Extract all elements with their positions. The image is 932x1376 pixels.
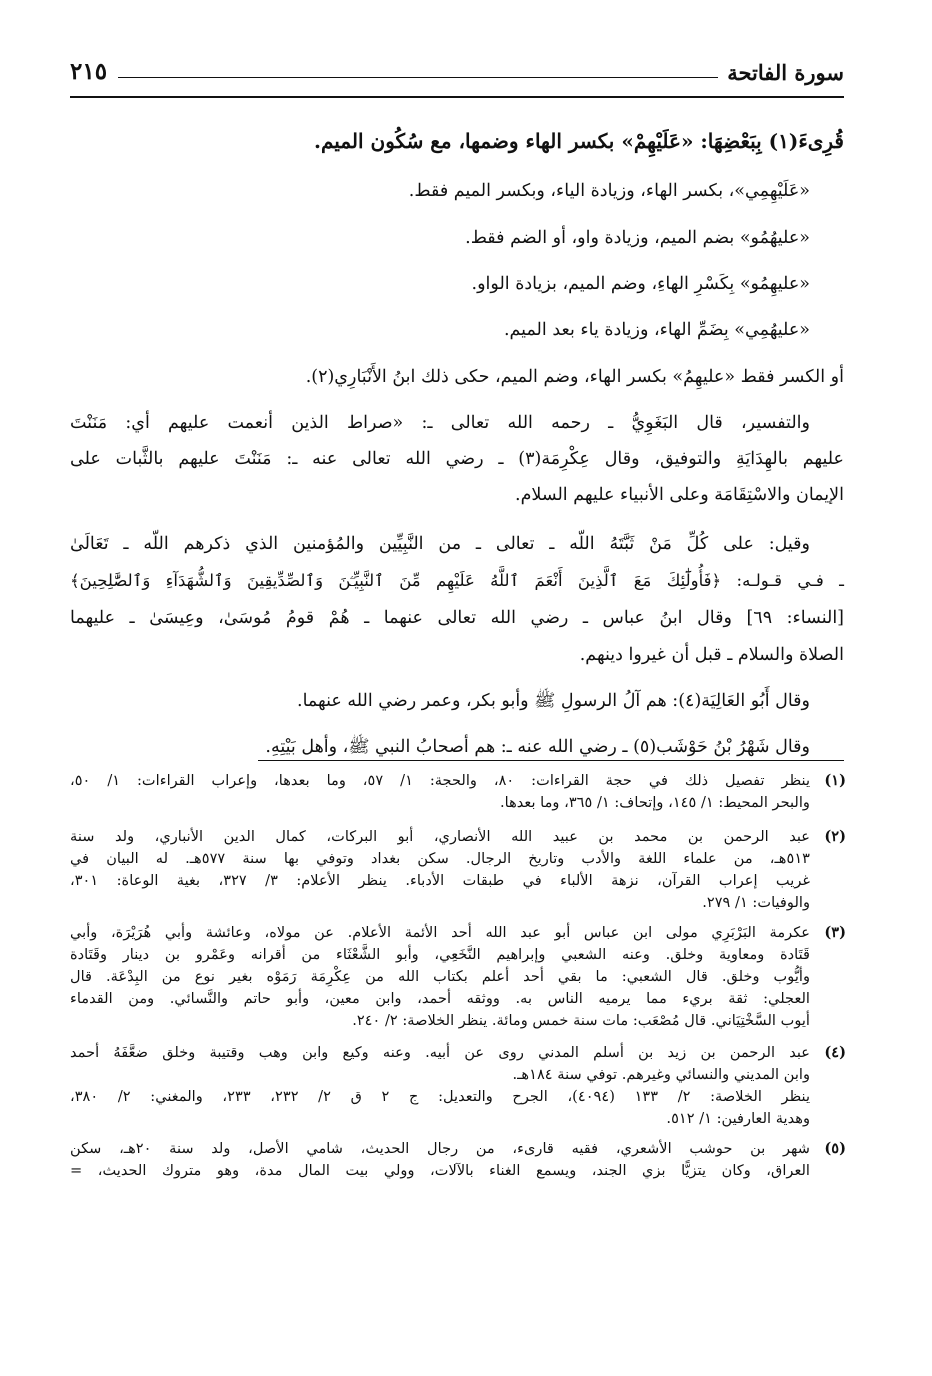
header-line <box>118 77 718 78</box>
text-line-10: وقيل: على كُلِّ مَنْ ثَبَّتَهُ اللّه ـ تعالى ـ من النَّبِيِّين والمُؤمنين الذي ذكرهم اللّه ـ تَعَالَىٰ <box>70 534 810 554</box>
footnote-line: ينظر الخلاصة: ٢/ ١٣٣ (٤٠٩٤)، الجرح والتعديل: ج ٢ ق ٢/ ٢٣٢، ٢٣٣، والمغني: ٢/ ٣٨٠، <box>70 1088 811 1105</box>
footnote-line: العجلي: ثقة بريء مما يرميه الناس به. ووثقه أحمد، وابن معين، وأبو حاتم والنَّسائي. ومن القدماء <box>70 990 810 1007</box>
footnote-line: ٥١٣هـ، من علماء اللغة والأدب وتاريخ الرجال. سكن بغداد وتوفي بها سنة ٥٧٧هـ. له البيان في <box>70 850 810 867</box>
text-line-9: الإيمان والاسْتِقَامَة وعلى الأنبياء عليهم السلام. <box>515 485 844 505</box>
footnote-number: (٢) <box>824 828 846 845</box>
text-line-14: وقال أَبُو العَالِيَة(٤): هم آلُ الرسولِ ﷺ وأبو بكر، وعمر رضي الله عنهما. <box>297 691 810 711</box>
footnote-line: عكرمة البَرْبَرِي مولى ابن عباس أبو عبد الله أحد الأئمة الأعلام. عن مولاه، وعائشة وأبي هُرَيْرَة، وأبي <box>70 924 810 941</box>
footnote-line: ينظر تفصيل ذلك في حجة القراءات: ٨٠، والحجة: ١/ ٥٧، وما بعدها، وإعراب القراءات: ١/ ٥٠، <box>70 772 811 789</box>
text-line-8: عليهم بالهِدَايَةِ والتوفيق، وقال عِكْرِمَة(٣) ـ رضي الله تعالى عنه ـ: مَنَنْتَ عليهم بالثَّبات على <box>70 449 844 469</box>
header-rule <box>70 96 844 98</box>
text-line-2: «عَلَيْهِمِي»، بكسر الهاء، وزيادة الياء، وبكسر الميم فقط. <box>408 181 810 201</box>
footnote-line: والوفيات: ١/ ٢٧٩. <box>702 894 810 911</box>
quran-verse-line: ـ فـي قـولـه: ﴿فَأُولَٰٓئِكَ مَعَ ٱلَّذِينَ أَنْعَمَ ٱللَّهُ عَلَيْهِم مِّنَ ٱلنَّبِيِّـۧنَ وَٱلصِّدِّيقِينَ وَٱلشُّهَدَآءِ وَٱلصَّٰلِحِينَ﴾ <box>70 571 844 590</box>
footnote-line: عبد الرحمن بن زيد بن أسلم المدني روى عن أبيه. وعنه وكيع وابن وهب وقتيبة وخلق ضعَّفَهُ أحمد <box>70 1044 810 1061</box>
footnote-line: شهر بن حوشب الأشعري، فقيه قارىء، من رجال الحديث، شامي الأصل، ولد سنة ٢٠هـ، سكن <box>70 1140 811 1157</box>
footnote-line: وابن المديني والنسائي وغيرهم. توفي سنة ١٨٤هـ. <box>512 1066 810 1083</box>
footnote-line: أيوب السَّخْتِيَاني. قال مُصْعَب: مات سنة خمس ومائة. ينظر الخلاصة: ٢/ ٢٤٠. <box>352 1012 810 1029</box>
footnote-line: والبحر المحيط: ١/ ١٤٥، وإتحاف: ١/ ٣٦٥، وما بعدها. <box>499 794 810 811</box>
footnote-line: وهدية العارفين: ١/ ٥١٢. <box>666 1110 810 1127</box>
text-line-4: «عليهِمُو» بِكَسْرِ الهاءِ، وضم الميم، بزيادة الواو. <box>471 274 810 294</box>
footnote-line: قَتَادة ومعاوية وخلق. وعنه الشعبي وإبراهيم النَّخَعِي، وأبو الشَّعْثَاء من أقرانه وعَمْرو بن دينار وقَتَادة <box>70 946 810 963</box>
footnote-line: وأيُّوب وخلق. قال الشعبي: ما بقي أحد أعلم بكتاب الله من عِكْرِمَة رَمَوْه بغير نوع من البِدْعَة. قال <box>70 968 810 985</box>
footnote-line: غريب إعراب القرآن، نزهة الألباء في طبقات الأدباء. ينظر الأعلام: ٣/ ٣٢٧، بغية الوعاة: ٣٠١، <box>70 872 811 889</box>
surah-title: سورة الفاتحة <box>727 60 844 85</box>
footnote-number: (٥) <box>824 1140 846 1157</box>
page-number: ٢١٥ <box>70 58 108 85</box>
text-line-6: أو الكسر فقط «عليهِمُ» بكسر الهاء، وضم الميم، حكى ذلك ابنُ الأَنْبَارِي(٢). <box>305 367 844 387</box>
footnote-number: (١) <box>824 772 846 789</box>
text-line-15: وقال شَهْرُ بْنُ حَوْشَب(٥) ـ رضي الله عنه ـ: هم أصحابُ النبي ﷺ، وأهل بَيْتِهِ. <box>265 737 810 757</box>
text-line-12: [النساء: ٦٩] وقال ابنُ عباس ـ رضي الله تعالى عنهما ـ هُمْ قومُ مُوسَىٰ، وعِيسَىٰ ـ عليهما <box>70 608 845 628</box>
footnote-line: عبد الرحمن بن محمد بن عبيد الله الأنصاري، أبو البركات، كمال الدين الأنباري، ولد سنة <box>70 828 810 845</box>
text-line-13: الصلاة والسلام ـ قبل أن غيروا دينهم. <box>579 645 844 665</box>
text-line-7: والتفسير، قال البَغَوِيُّ ـ رحمه الله تعالى ـ: «صراط الذين أنعمت عليهم أي: مَنَنْتَ <box>70 413 810 433</box>
footnote-number: (٤) <box>824 1044 846 1061</box>
text-line-5: «عليهُمِي» بِضَمِّ الهاء، وزيادة ياء بعد الميم. <box>503 320 810 340</box>
running-header <box>70 58 844 98</box>
footnote-line: العراق، وكان يتزيًّا بزي الجند، ويسمع الغناء بالآلات، وولي بيت المال مدة، وهو متروك الحديث، = <box>70 1162 810 1179</box>
text-line-3: «عليهُمُو» بضم الميم، وزيادة واو، أو الضم فقط. <box>465 228 810 248</box>
footnote-number: (٣) <box>824 924 846 941</box>
footnote-separator <box>258 760 844 761</box>
text-line-1: قُرِىءَ(١) بِبَعْضِهَا: «عَلَيْهِمْ» بكسر الهاء وضمها، مع سُكُون الميم. <box>314 129 844 153</box>
